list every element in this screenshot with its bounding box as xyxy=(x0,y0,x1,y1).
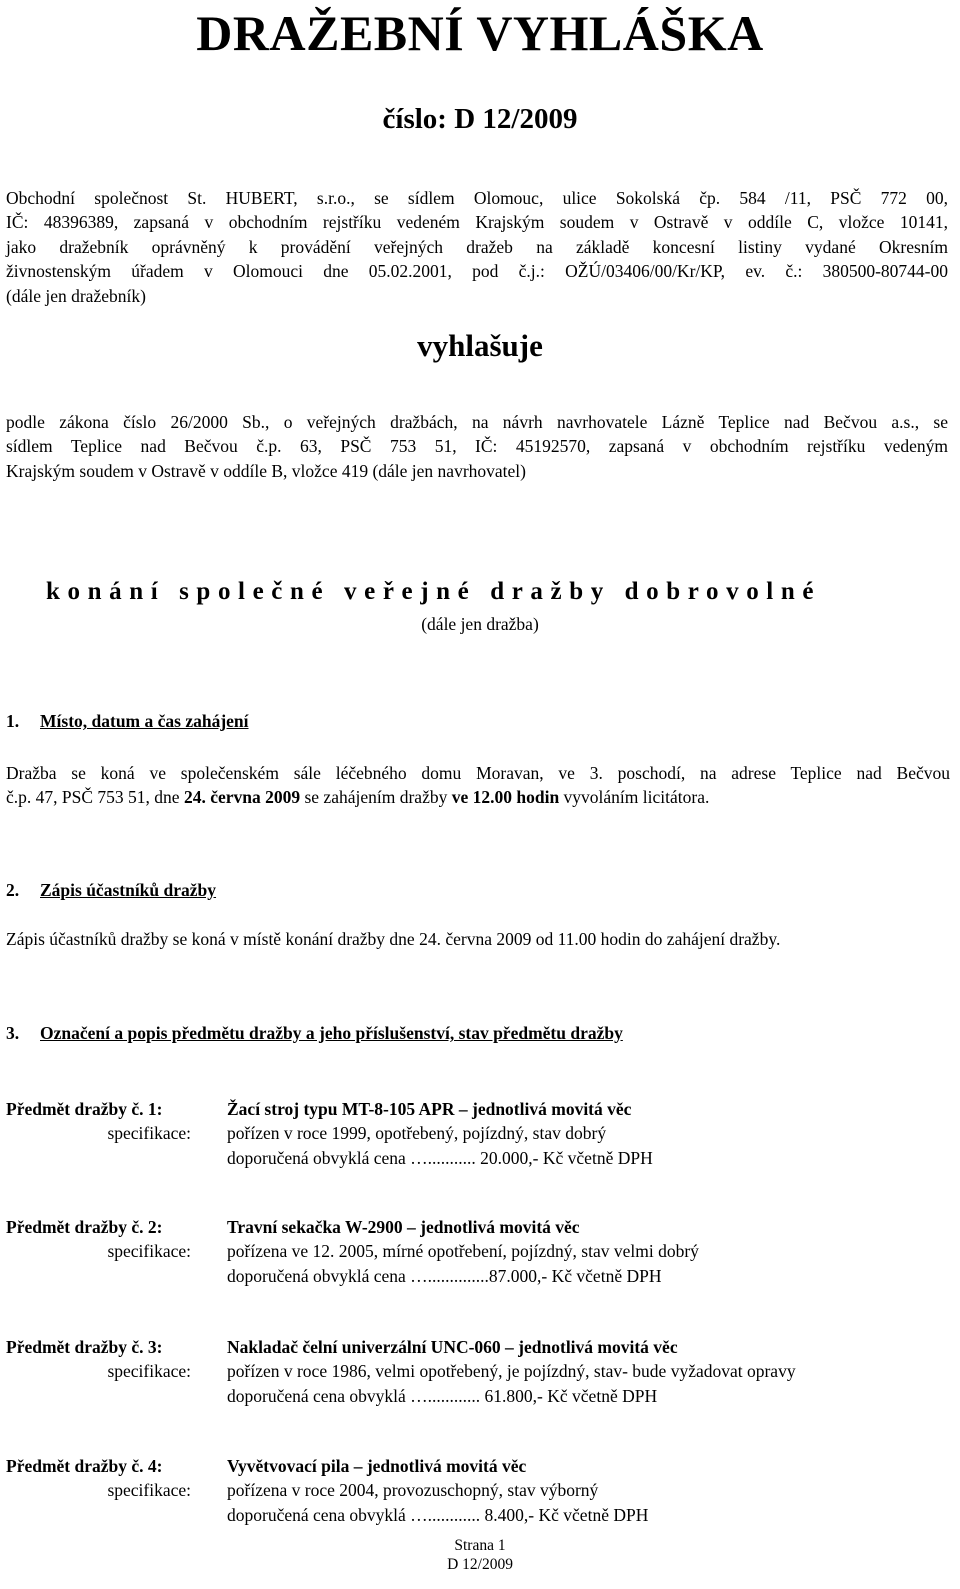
footer-reference: D 12/2009 xyxy=(447,1556,513,1573)
item-name: Nakladač čelní univerzální UNC-060 – jednotlivá movitá věc xyxy=(227,1337,678,1357)
section-title: Označení a popis předmětu dražby a jeho příslušenství, stav předmětu dražby xyxy=(40,1023,623,1043)
item-2-label xyxy=(6,1215,191,1264)
item-4-label xyxy=(6,1454,191,1503)
section-2-heading xyxy=(6,880,216,901)
text-run: se zahájením dražby xyxy=(300,787,452,808)
item-spec-label: specifikace: xyxy=(107,1361,191,1382)
text-run: vyvoláním licitátora. xyxy=(559,787,710,808)
document-title: DRAŽEBNÍ VYHLÁŠKA xyxy=(196,5,764,61)
document-number: číslo: D 12/2009 xyxy=(382,103,578,135)
section-number: 3. xyxy=(6,1023,20,1043)
item-description: pořízen v roce 1999, opotřebený, pojízdný, stav dobrý xyxy=(227,1123,607,1144)
section-title: Zápis účastníků dražby xyxy=(40,880,217,900)
item-4-details xyxy=(227,1454,947,1527)
intro-line: jako dražebník oprávněný k provádění veřejných dražeb na základě koncesní listiny vydané Okresním xyxy=(6,236,948,257)
item-3-label xyxy=(6,1335,191,1384)
item-description: pořízen v roce 1986, velmi opotřebený, je pojízdný, stav- bude vyžadovat opravy xyxy=(227,1361,796,1382)
section-3-heading xyxy=(6,1023,623,1044)
law-line: Krajským soudem v Ostravě v oddíle B, vložce 419 (dále jen navrhovatel) xyxy=(6,460,526,481)
law-line: podle zákona číslo 26/2000 Sb., o veřejných dražbách, na návrh navrhovatele Lázně Teplice nad Bečvou a.s., se xyxy=(6,412,948,432)
section-2-text: Zápis účastníků dražby se koná v místě konání dražby dne 24. června 2009 od 11.00 hodin do zahájení dražby. xyxy=(6,929,781,949)
item-spec-label: specifikace: xyxy=(107,1480,191,1501)
auctioneer-intro xyxy=(6,186,948,308)
item-1-label xyxy=(6,1097,191,1146)
auction-time: ve 12.00 hodin xyxy=(451,787,560,808)
item-label: Předmět dražby č. 4: xyxy=(6,1456,163,1476)
proclaims-heading: vyhlašuje xyxy=(417,328,543,363)
auction-type-heading: konání společné veřejné dražby dobrovolné xyxy=(46,578,822,605)
item-spec-label: specifikace: xyxy=(107,1123,191,1144)
section-1-text xyxy=(6,761,950,810)
intro-line: živnostenským úřadem v Olomouci dne 05.02.2001, pod č.j.: OŽÚ/03406/00/Kr/KP, ev. č.: 380500-80744-00 xyxy=(6,261,948,282)
item-price: doporučená cena obvyklá …............ 61.800,- Kč včetně DPH xyxy=(227,1385,658,1406)
item-description: pořízena ve 12. 2005, mírné opotřebení, pojízdný, stav velmi dobrý xyxy=(227,1241,699,1262)
intro-line: (dále jen dražebník) xyxy=(6,285,146,306)
item-name: Vyvětvovací pila – jednotlivá movitá věc xyxy=(227,1456,527,1476)
section-1-line xyxy=(6,785,950,809)
item-description: pořízena v roce 2004, provozuschopný, stav výborný xyxy=(227,1480,599,1501)
page-number: Strana 1 xyxy=(454,1537,506,1554)
item-price: doporučená cena obvyklá …............ 8.400,- Kč včetně DPH xyxy=(227,1504,649,1525)
page-footer xyxy=(0,1536,960,1574)
item-price: doporučená obvyklá cena …..............87.000,- Kč včetně DPH xyxy=(227,1265,662,1286)
law-line: sídlem Teplice nad Bečvou č.p. 63, PSČ 753 51, IČ: 45192570, zapsaná v obchodním rejstříku vedeným xyxy=(6,436,948,457)
item-2-details xyxy=(227,1215,947,1288)
section-number: 1. xyxy=(6,711,20,731)
text-run: č.p. 47, PSČ 753 51, dne xyxy=(6,787,184,808)
item-1-details xyxy=(227,1097,947,1170)
item-label: Předmět dražby č. 2: xyxy=(6,1217,163,1237)
section-1-line: Dražba se koná ve společenském sále léčebného domu Moravan, ve 3. poschodí, na adrese Teplice nad Bečvou xyxy=(6,763,950,783)
auction-date: 24. června 2009 xyxy=(183,787,301,808)
auction-type-note: (dále jen dražba) xyxy=(421,614,539,634)
item-3-details xyxy=(227,1335,947,1408)
section-title: Místo, datum a čas zahájení xyxy=(40,711,249,731)
intro-line: Obchodní společnost St. HUBERT, s.r.o., se sídlem Olomouc, ulice Sokolská čp. 584 /11, PSČ 772 00, xyxy=(6,188,948,208)
intro-line: IČ: 48396389, zapsaná v obchodním rejstříku vedeném Krajským soudem v Ostravě v oddíle C, vložce 10141, xyxy=(6,212,948,233)
item-name: Travní sekačka W-2900 – jednotlivá movitá věc xyxy=(227,1217,580,1237)
legal-basis xyxy=(6,410,948,483)
section-1-heading xyxy=(6,711,249,732)
item-price: doporučená obvyklá cena …........... 20.000,- Kč včetně DPH xyxy=(227,1147,653,1168)
item-spec-label: specifikace: xyxy=(107,1241,191,1262)
section-number: 2. xyxy=(6,880,20,900)
item-label: Předmět dražby č. 3: xyxy=(6,1337,163,1357)
item-name: Žací stroj typu MT-8-105 APR – jednotlivá movitá věc xyxy=(227,1099,632,1119)
item-label: Předmět dražby č. 1: xyxy=(6,1099,163,1119)
